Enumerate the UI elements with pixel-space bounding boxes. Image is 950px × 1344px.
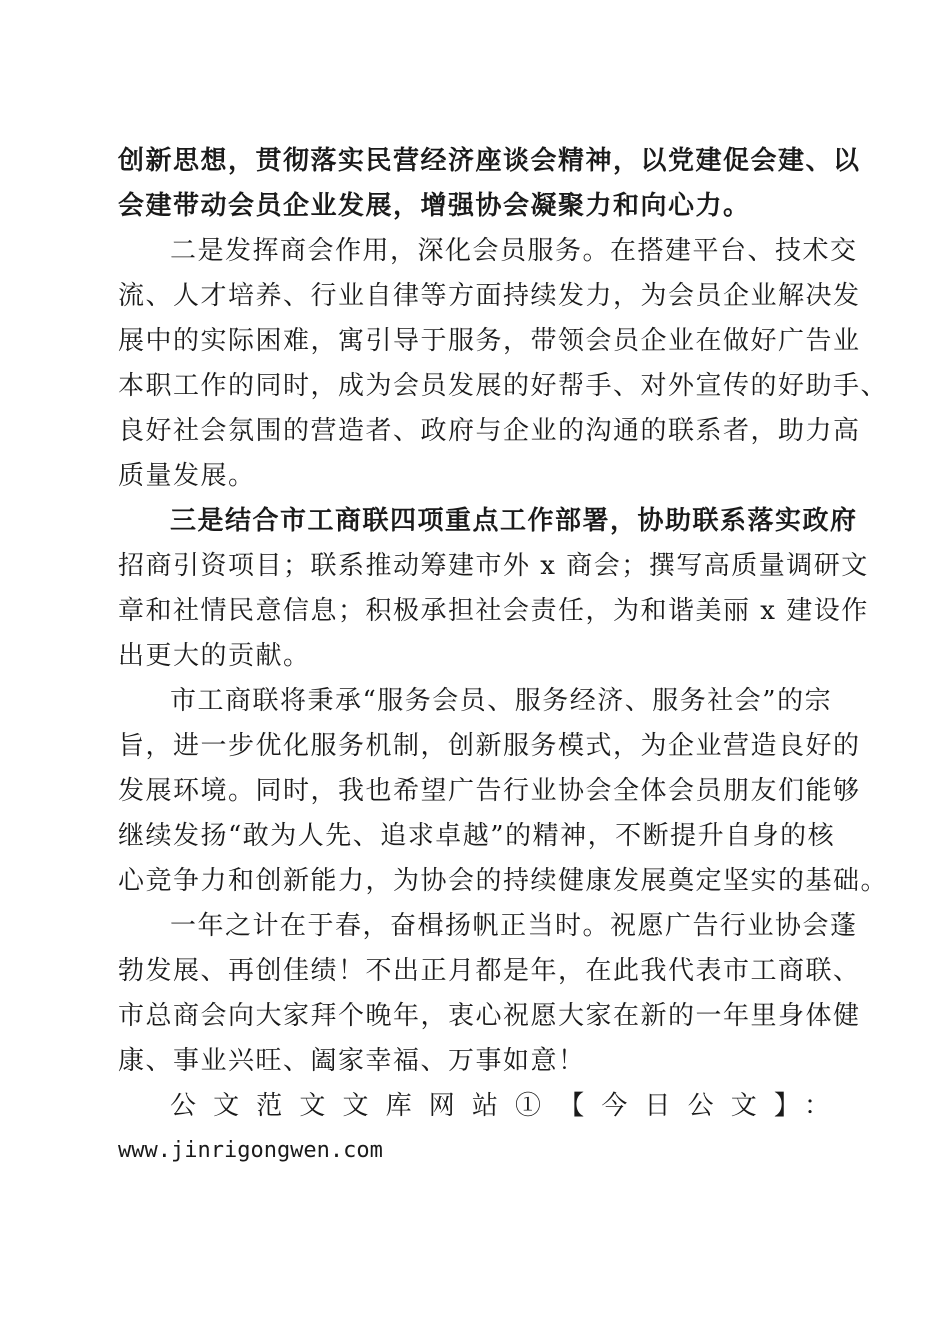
footer-site-url[interactable]: www.jinrigongwen.com	[118, 1138, 383, 1163]
paragraph-line: 继续发扬“敢为人先、追求卓越”的精神，不断提升自身的核	[118, 821, 836, 851]
paragraph-line: 市工商联将秉承“服务会员、服务经济、服务社会”的宗	[170, 686, 833, 716]
paragraph-line: 一年之计在于春，奋楫扬帆正当时。祝愿广告行业协会蓬	[170, 911, 858, 941]
footer-site-name: 公文范文文库网站①【今日公文】：	[170, 1091, 830, 1121]
paragraph-line: 本职工作的同时，成为会员发展的好帮手、对外宣传的好助手、	[118, 371, 889, 401]
paragraph-line: 良好社会氛围的营造者、政府与企业的沟通的联系者，助力高	[118, 416, 861, 446]
paragraph-line: 章和社情民意信息；积极承担社会责任，为和谐美丽 x 建设作	[118, 596, 869, 626]
paragraph-line: 质量发展。	[118, 461, 256, 491]
paragraph-line: 发展环境。同时，我也希望广告行业协会全体会员朋友们能够	[118, 776, 861, 806]
paragraph-line: 展中的实际困难，寓引导于服务，带领会员企业在做好广告业	[118, 326, 861, 356]
paragraph-line: 旨，进一步优化服务机制，创新服务模式，为企业营造良好的	[118, 731, 861, 761]
paragraph-line: 会建带动会员企业发展，增强协会凝聚力和向心力。	[118, 191, 751, 221]
paragraph-line: 创新思想，贯彻落实民营经济座谈会精神，以党建促会建、以	[118, 146, 861, 176]
paragraph-line: 康、事业兴旺、阖家幸福、万事如意！	[118, 1046, 586, 1076]
paragraph-line: 流、人才培养、行业自律等方面持续发力，为会员企业解决发	[118, 281, 861, 311]
paragraph-line: 市总商会向大家拜个晚年，衷心祝愿大家在新的一年里身体健	[118, 1001, 861, 1031]
paragraph-line: 二是发挥商会作用，深化会员服务。在搭建平台、技术交	[170, 236, 858, 266]
paragraph-line: 招商引资项目；联系推动筹建市外 x 商会；撰写高质量调研文	[118, 551, 869, 581]
paragraph-line: 勃发展、再创佳绩！不出正月都是年，在此我代表市工商联、	[118, 956, 861, 986]
paragraph-line: 心竞争力和创新能力，为协会的持续健康发展奠定坚实的基础。	[118, 866, 889, 896]
paragraph-line: 三是结合市工商联四项重点工作部署，协助联系落实政府	[170, 506, 858, 536]
paragraph-line: 出更大的贡献。	[118, 641, 311, 671]
